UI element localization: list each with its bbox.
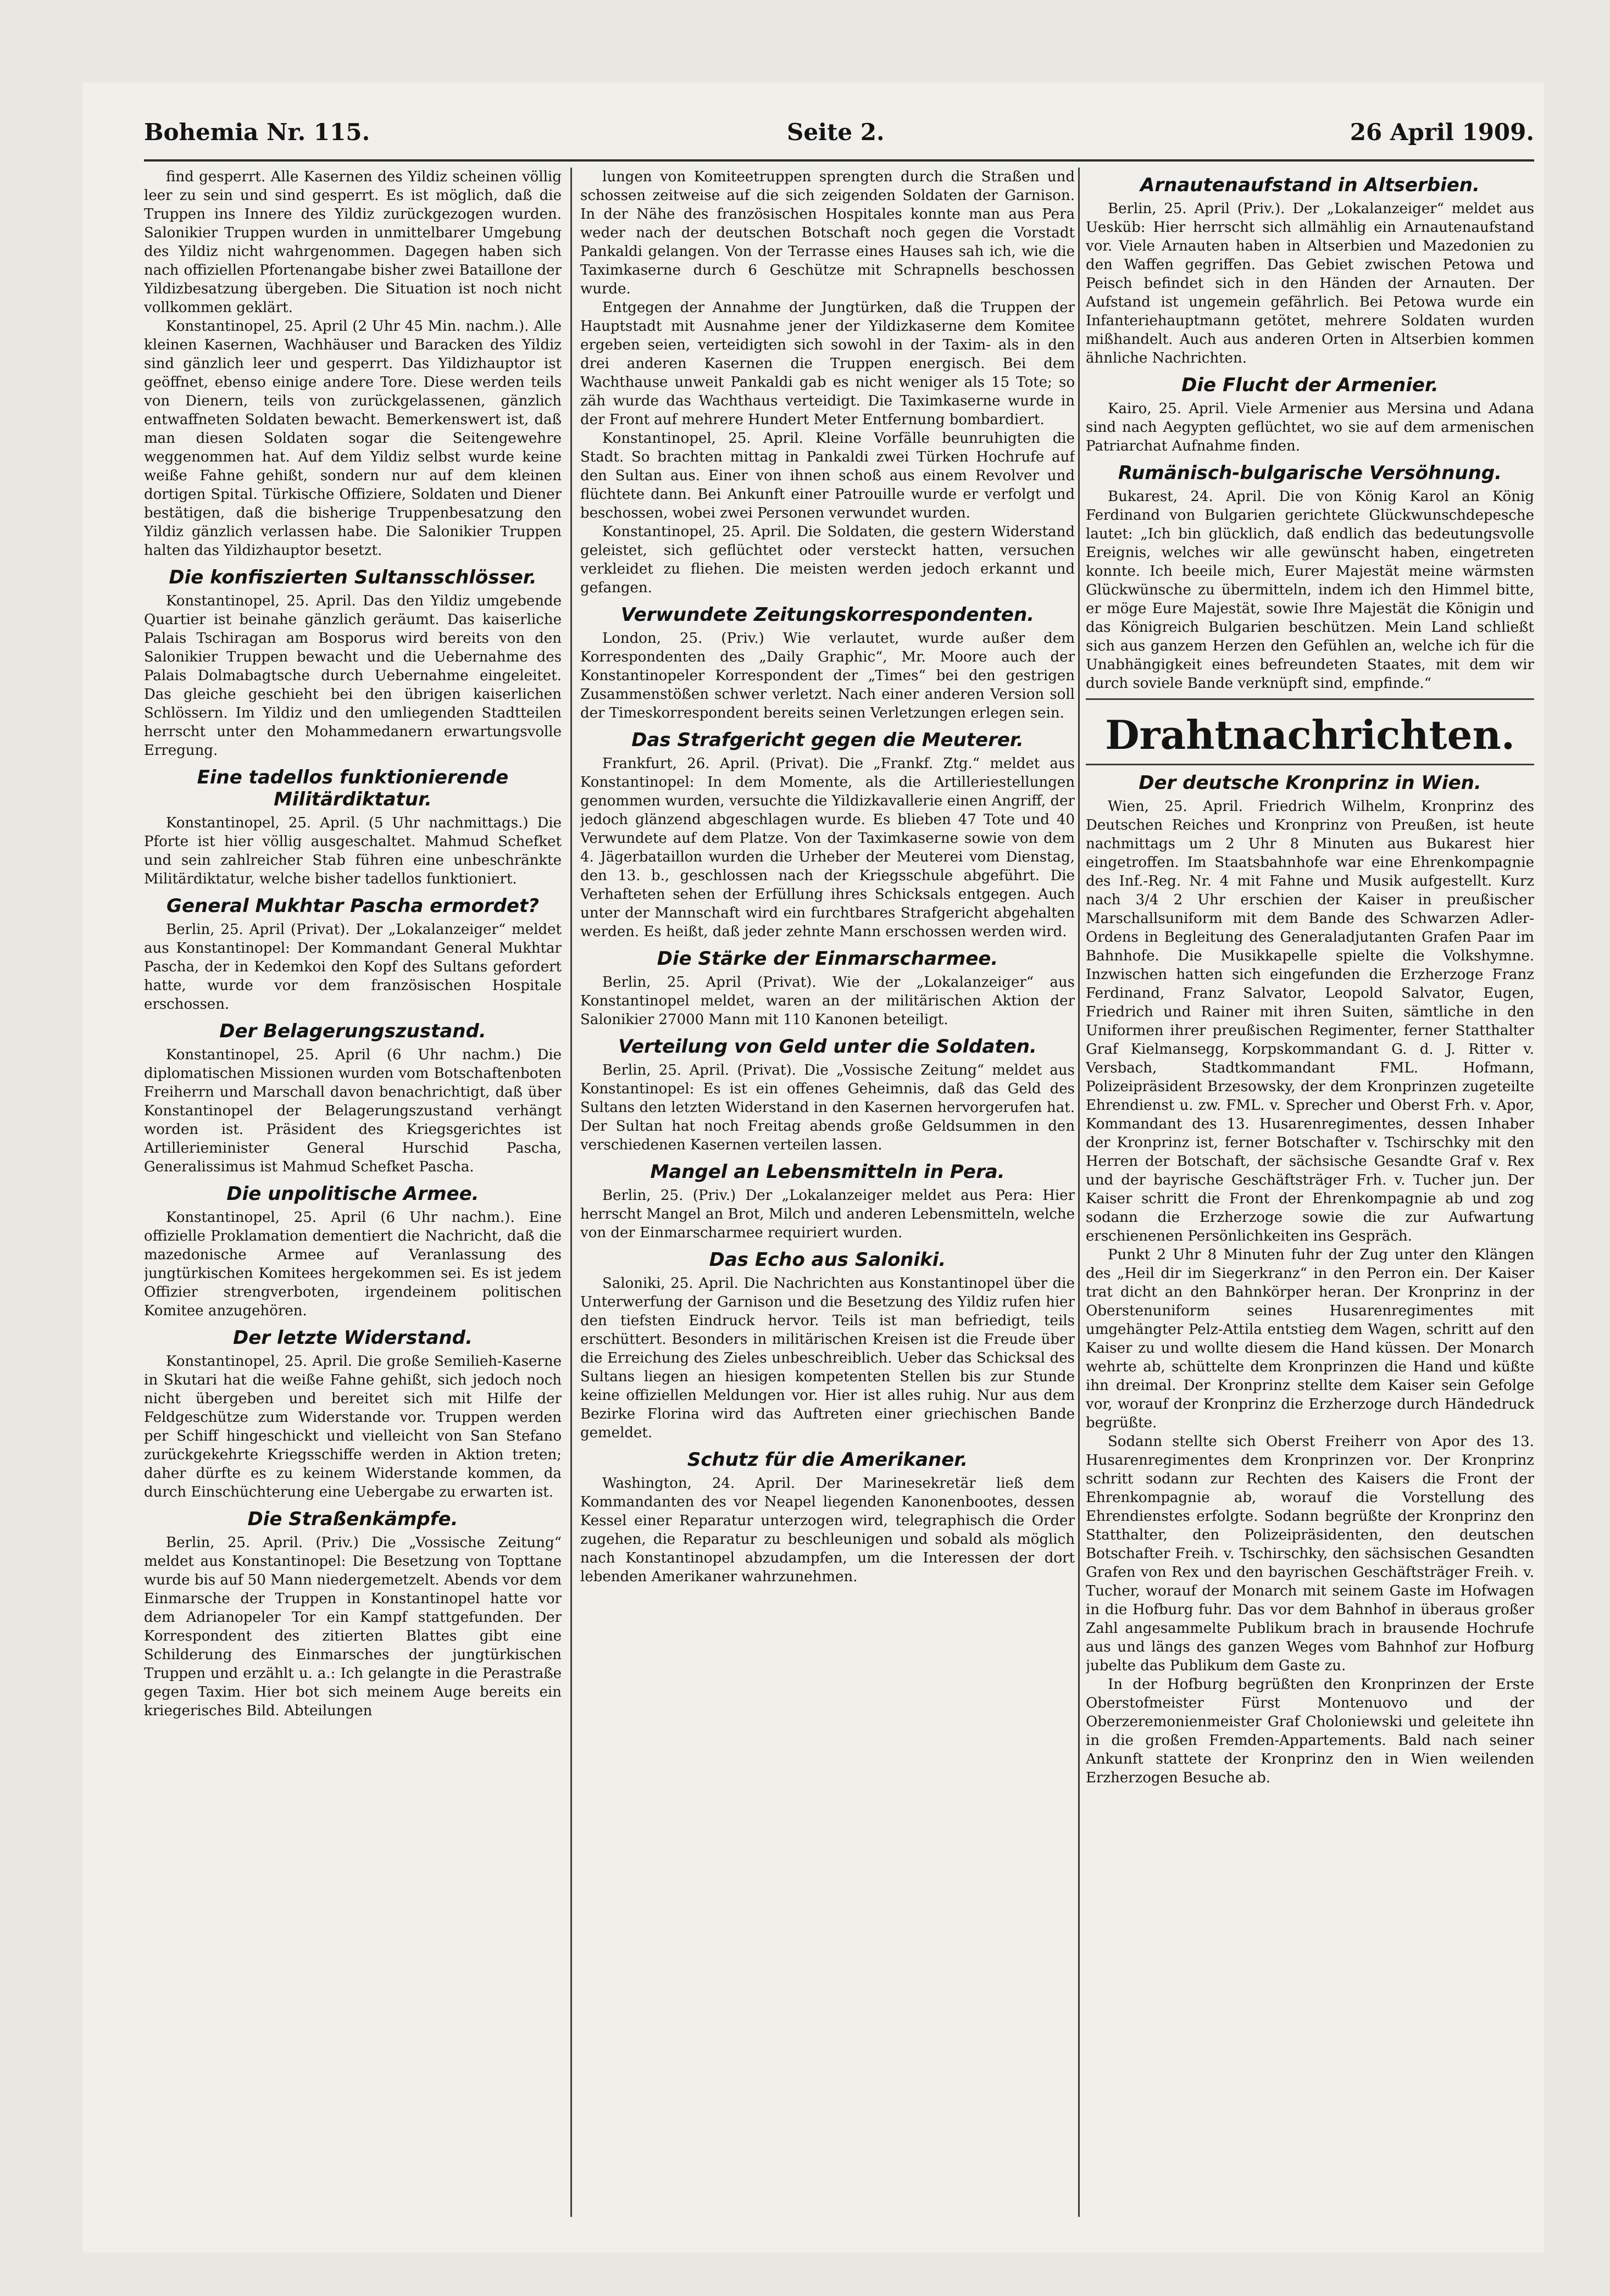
article-heading: Das Strafgericht gegen die Meuterer.	[631, 729, 1024, 751]
article-heading: Die Straßenkämpfe.	[247, 1508, 458, 1530]
page-number: Seite 2.	[787, 119, 885, 146]
article-text: Konstantinopel, 25. April. Die Soldaten, die gestern Widerstand geleistet, sich geflüchtet oder versteckt hatten, versuchen verkleidet zu fliehen. Die meisten werden jedoch erkannt und gefangen.	[580, 524, 1075, 596]
article-text: Berlin, 25. April. (Priv.) Die „Vossische Zeitung“ meldet aus Konstantinopel: Die Besetzung von Topttane wurde bis auf 50 Mann niedergemetzelt. Abends vor dem Einmarsche der Truppen in Konstantinopel hatte vor dem Adrianopeler Tor ein Kampf stattgefunden. Der Korrespondent des zitierten Blattes gibt eine Schilderung des Einmarsches der jungtürkischen Truppen und erzählt u. a.: Ich gelangte in die Perastraße gegen Taxim. Hier bot sich meinem Auge bereits ein kriegerisches Bild. Abteilungen	[144, 1535, 562, 1719]
article-text: Bukarest, 24. April. Die von König Karol an König Ferdinand von Bulgarien gerichtete Glückwunschdepesche lautet: „Ich bin glücklich, daß endlich das bedeutungsvolle Ereignis, welches wir alle gewünscht haben, eingetreten konnte. Ich beeile mich, Eurer Majestät meine wärmsten Glückwünsche zu übermitteln, indem ich den Himmel bitte, er möge Eure Majestät, sowie Ihre Majestät die Königin und das Königreich Bulgarien beschützen. Mein Land schließt sich aus ganzem Herzen den Gefühlen an, welche ich für die Unabhängigkeit eines befreundeten Staates, mit dem wir durch soviele Bande verknüpft sind, empfinde.“	[1086, 488, 1534, 692]
article-text: Konstantinopel, 25. April (6 Uhr nachm.) Die diplomatischen Missionen wurden vom Botschaftenboten Freiherrn und Marschall davon benachrichtigt, daß über Konstantinopel der Belagerungszustand verhängt worden ist. Präsident des Kriegsgerichtes ist Artillerieminister General Hurschid Pascha, Generalissimus ist Mahmud Schefket Pascha.	[144, 1047, 562, 1175]
section-rule	[1086, 764, 1534, 765]
article-text: Berlin, 25. April. (Privat). Die „Vossische Zeitung“ meldet aus Konstantinopel: Es ist ein offenes Geheimnis, daß das Geld des Sultans den letzten Widerstand in den Kasernen hervorgerufen hat. Der Sultan hat noch Freitag abends große Geldsummen in den verschiedenen Kasernen verteilen lassen.	[580, 1062, 1075, 1153]
article-text: Konstantinopel, 25. April (6 Uhr nachm.). Eine offizielle Proklamation dementiert die Nachricht, daß die mazedonische Armee auf Veranlassung des jungtürkischen Komitees hergekommen sei. Es ist jedem Offizier strengverboten, irgendeinem politischen Komitee anzugehören.	[144, 1209, 562, 1319]
column-3	[1086, 168, 1534, 2222]
article-text: Berlin, 25. April (Privat). Der „Lokalanzeiger“ meldet aus Konstantinopel: Der Kommandant General Mukhtar Pascha, der in Kedemkoi den Kopf des Sultans gefordert hatte, wurde vor dem französischen Hospitale erschossen.	[144, 921, 562, 1013]
section-rule	[1086, 698, 1534, 700]
issue-date: 26 April 1909.	[1350, 119, 1534, 146]
article-heading: Die unpolitische Armee.	[226, 1183, 479, 1205]
article-text: Punkt 2 Uhr 8 Minuten fuhr der Zug unter den Klängen des „Heil dir im Siegerkranz“ in den Perron ein. Der Kaiser trat dicht an den Bahnkörper heran. Der Kronprinz in der Oberstenuniform seines Husarenregimentes mit umgehängter Pelz-Attila entstieg dem Wagen, schritt auf den Kaiser zu und wollte diesem die Hand küssen. Der Monarch wehrte ab, schüttelte dem Kronprinzen die Hand und küßte ihn dreimal. Der Kronprinz stellte dem Kaiser sein Gefolge vor, worauf der Kronprinz die Erzherzoge durch Händedruck begrüßte.	[1086, 1247, 1534, 1431]
article-text: Berlin, 25. April (Priv.). Der „Lokalanzeiger“ meldet aus Uesküb: Hier herrscht sich allmählig ein Arnautenaufstand vor. Viele Arnauten haben in Altserbien und Mazedonien zu den Waffen gegriffen. Das Gebiet zwischen Petowa und Peisch befindet sich in den Händen der Arnauten. Der Aufstand ist ungemein gefährlich. Bei Petowa wurde ein Infanteriehauptmann getötet, mehrere Soldaten wurden mißhandelt. Auch aus anderen Orten in Altserbien kommen ähnliche Nachrichten.	[1086, 201, 1534, 366]
article-text: London, 25. (Priv.) Wie verlautet, wurde außer dem Korrespondenten des „Daily Graphic“, Mr. Moore auch der Konstantinopeler Korrespondent der „Times“ bei den gestrigen Zusammenstößen schwer verletzt. Nach einer anderen Version soll der Timeskorrespondent bereits seinen Verletzungen erlegen sein.	[580, 630, 1075, 721]
column-divider	[1078, 168, 1080, 2217]
article-heading: Verteilung von Geld unter die Soldaten.	[618, 1036, 1037, 1058]
article-heading: Die Stärke der Einmarscharmee.	[657, 948, 998, 970]
article-text: Kairo, 25. April. Viele Armenier aus Mersina und Adana sind nach Aegypten geflüchtet, wo sie auf dem armenischen Patriarchat Aufnahme finden.	[1086, 401, 1534, 454]
article-text: lungen von Komiteetruppen sprengten durch die Straßen und schossen zeitweise auf die sich zeigenden Soldaten der Garnison. In der Nähe des französischen Hospitales konnte man aus Pera weder nach der deutschen Botschaft noch gegen die Vorstadt Pankaldi gelangen. Von der Terrasse eines Hauses sah ich, wie die Taximkaserne durch 6 Geschütze mit Schrapnells beschossen wurde.	[580, 169, 1075, 297]
article-text: Wien, 25. April. Friedrich Wilhelm, Kronprinz des Deutschen Reiches und Kronprinz von Preußen, ist heute nachmittags um 2 Uhr 8 Minuten aus Bukarest hier eingetroffen. Im Staatsbahnhofe war eine Ehrenkompagnie des Inf.-Reg. Nr. 4 mit Fahne und Musik aufgestellt. Kurz nach 3/4 2 Uhr erschien der Kaiser in preußischer Marschallsuniform mit dem Bande des Schwarzen Adler-Ordens in Begleitung des Generaladjutanten Grafen Paar im Bahnhofe. Die Musikkapelle spielte die Volkshymne. Inzwischen hatten sich eingefunden die Erzherzoge Franz Ferdinand, Franz Salvator, Leopold Salvator, Eugen, Friedrich und Rainer mit ihren Suiten, sämtliche in den Uniformen ihrer preußischen Regimenter, ferner Statthalter Graf Kielmansegg, Korpskommandant G. d. J. Ritter v. Versbach, Stadtkommandant FML. Hofmann, Polizeipräsident Brzesowsky, der dem Kronprinzen zugeteilte Ehrendienst u. zw. FML. v. Sprecher und Oberst Frh. v. Apor, Kommandant des 13. Husarenregimentes, dessen Inhaber der Kronprinz ist, ferner Botschafter v. Tschirschky mit den Herren der Botschaft, der sächsische Gesandte Graf v. Rex und der bayrische Geschäftsträger Frh. v. Tucher jun. Der Kaiser schritt die Front der Ehrenkompagnie ab und zog sodann die Erzherzoge sowie die zur Aufwartung erschienenen Persönlichkeiten ins Gespräch.	[1086, 798, 1534, 1244]
article-heading: General Mukhtar Pascha ermordet?	[166, 895, 539, 917]
article-heading: Das Echo aus Saloniki.	[709, 1249, 946, 1271]
article-heading: Eine tadellos funktionierende Militärdiktatur.	[197, 766, 509, 810]
article-heading: Der Belagerungszustand.	[219, 1020, 486, 1042]
column-2	[580, 168, 1075, 2222]
masthead-rule	[144, 159, 1534, 162]
article-heading: Schutz für die Amerikaner.	[687, 1449, 968, 1471]
article-heading: Die konfiszierten Sultansschlösser.	[169, 566, 537, 588]
article-text: Konstantinopel, 25. April. (5 Uhr nachmittags.) Die Pforte ist hier völlig ausgeschaltet. Mahmud Schefket und sein zahlreicher Stab führen eine unbeschränkte Militärdiktatur, welche bisher tadellos funktioniert.	[144, 815, 562, 887]
article-text: Konstantinopel, 25. April. Das den Yildiz umgebende Quartier ist beinahe gänzlich geräumt. Das kaiserliche Palais Tschiragan am Bosporus wird bereits von den Salonikier Truppen bewacht und die Uebernahme des Palais Dolmabagtsche durch Uebernahme eingeleitet. Das gleiche geschieht bei den übrigen kaiserlichen Schlössern. Im Yildiz und den umliegenden Stadtteilen herrscht unter den Mohammedanern erwartungsvolle Erregung.	[144, 593, 562, 759]
article-text: Berlin, 25. (Priv.) Der „Lokalanzeiger meldet aus Pera: Hier herrscht Mangel an Brot, Milch und anderen Lebensmitteln, welche von der Einmarscharmee requiriert wurden.	[580, 1187, 1075, 1241]
article-heading: Mangel an Lebensmitteln in Pera.	[650, 1161, 1005, 1183]
article-text: Konstantinopel, 25. April. Kleine Vorfälle beunruhigten die Stadt. So brachten mittag in Pankaldi zwei Türken Hochrufe auf den Sultan aus. Einer von ihnen schoß aus einem Revolver und flüchtete dann. Bei Ankunft einer Patrouille wurde er verfolgt und beschossen, wobei zwei Personen verwundet wurden.	[580, 430, 1075, 521]
column-1	[144, 168, 562, 2222]
article-text: In der Hofburg begrüßten den Kronprinzen der Erste Oberstofmeister Fürst Montenuovo und der Oberzeremonienmeister Graf Choloniewski und geleitete ihn in die großen Fremden-Appartements. Bald nach seiner Ankunft stattete der Kronprinz den in Wien weilenden Erzherzogen Besuche ab.	[1086, 1676, 1534, 1786]
article-text: Sodann stellte sich Oberst Freiherr von Apor des 13. Husarenregimentes dem Kronprinzen vor. Der Kronprinz schritt sodann zur Rechten des Kaisers die Front der Ehrenkompagnie ab, worauf die Vorstellung des Ehrendienstes erfolgte. Sodann begrüßte der Kronprinz den Statthalter, den Polizeipräsidenten, den deutschen Botschafter Freih. v. Tschirschky, den sächsischen Gesandten Grafen von Rex und den bayrischen Geschäftsträger Freih. v. Tucher, worauf der Monarch mit seinem Gaste im Hofwagen in die Hofburg fuhr. Das vor dem Bahnhof in überaus großer Zahl angesammelte Publikum brach in brausende Hochrufe aus und längs des ganzen Weges vom Bahnhof zur Hofburg jubelte das Publikum dem Gaste zu.	[1086, 1433, 1534, 1674]
article-heading: Die Flucht der Armenier.	[1181, 374, 1439, 396]
article-heading: Rumänisch-bulgarische Versöhnung.	[1118, 462, 1502, 484]
column-divider	[570, 168, 572, 2217]
article-heading: Arnautenaufstand in Altserbien.	[1140, 174, 1480, 196]
section-headline: Drahtnachrichten.	[1105, 711, 1515, 758]
article-text: Washington, 24. April. Der Marinesekretär ließ dem Kommandanten des vor Neapel liegenden Kanonenbootes, dessen Kessel einer Reparatur unterzogen wird, telegraphisch die Order zugehen, die Reparatur zu beschleunigen und sobald als möglich nach Konstantinopel abzudampfen, um die Interessen der dort lebenden Amerikaner wahrzunehmen.	[580, 1475, 1075, 1585]
article-text: Frankfurt, 26. April. (Privat). Die „Frankf. Ztg.“ meldet aus Konstantinopel: In dem Momente, als die Artilleriestellungen genommen wurden, versuchte die Yildizkavallerie einen Angriff, der jedoch glänzend abgeschlagen wurde. Es blieben 47 Tote und 40 Verwundete auf dem Platze. Von der Taximkaserne sowie von dem 4. Jägerbataillon wurden die Urheber der Meuterei vom Dienstag, den 13. b., geschlossen nach der Kriegsschule abgeführt. Die Verhafteten sehen der Erfüllung ihres Schicksals entgegen. Auch unter der Mannschaft wird ein furchtbares Strafgericht abgehalten werden. Es heißt, daß jeder zehnte Mann erschossen werden wird.	[580, 755, 1075, 940]
article-text: Berlin, 25. April (Privat). Wie der „Lokalanzeiger“ aus Konstantinopel meldet, waren an der militärischen Aktion der Salonikier 27000 Mann mit 110 Kanonen beteiligt.	[580, 974, 1075, 1028]
article-text: Entgegen der Annahme der Jungtürken, daß die Truppen der Hauptstadt mit Ausnahme jener der Yildizkaserne dem Komitee ergeben seien, verteidigten sich sowohl in der Taxim- als in den drei anderen Kasernen die Truppen energisch. Bei dem Wachthause unweit Pankaldi gab es nicht weniger als 15 Tote; so zäh wurde das Wachthaus verteidigt. Die Taximkaserne wurde in der Front auf mehrere Hundert Meter Entfernung bombardiert.	[580, 299, 1075, 428]
article-heading: Verwundete Zeitungskorrespondenten.	[620, 604, 1035, 626]
article-heading: Der letzte Widerstand.	[232, 1327, 473, 1349]
article-heading: Der deutsche Kronprinz in Wien.	[1139, 772, 1481, 794]
article-text: Saloniki, 25. April. Die Nachrichten aus Konstantinopel über die Unterwerfung der Garnison und die Besetzung des Yildiz rufen hier den tiefsten Eindruck hervor. Teils ist man befriedigt, teils erschüttert. Besonders in militärischen Kreisen ist die Freude über die Erreichung des Zieles unbeschreiblich. Ueber das Schicksal des Sultans liegen an hiesigen kompetenten Stellen bis zur Stunde keine offiziellen Meldungen vor. Hier ist alles ruhig. Nur aus dem Bezirke Florina wird das Auftreten einer griechischen Bande gemeldet.	[580, 1275, 1075, 1441]
paper-issue: Bohemia Nr. 115.	[144, 119, 370, 146]
masthead	[144, 113, 1534, 157]
article-text: find gesperrt. Alle Kasernen des Yildiz scheinen völlig leer zu sein und sind gesperrt. Es ist möglich, daß die Truppen ins Innere des Yildiz zurückgezogen wurden. Salonikier Truppen wurden in unmittelbarer Umgebung des Yildiz nicht wahrgenommen. Dagegen haben sich nach offiziellen Pfortenangabe bisher zwei Bataillone der Yildizbesatzung übergeben. Die Situation ist noch nicht vollkommen geklärt.	[144, 169, 562, 316]
article-text: Konstantinopel, 25. April (2 Uhr 45 Min. nachm.). Alle kleinen Kasernen, Wachhäuser und Baracken des Yildiz sind gänzlich leer und gesperrt. Das Yildizhauptor ist geöffnet, ebenso einige andere Tore. Diese werden teils von Dienern, teils von zurückgelassenen, gänzlich entwaffneten Soldaten bewacht. Bemerkenswert ist, daß man diesen Soldaten sogar die Seitengewehre weggenommen hat. Auf dem Yildiz selbst wurde keine weiße Fahne gehißt, sondern nur auf dem kleinen dortigen Spital. Türkische Offiziere, Soldaten und Diener bestätigen, daß die bisherige Truppenbesatzung den Yildiz gänzlich verlassen habe. Die Salonikier Truppen halten das Yildizhauptor besetzt.	[144, 318, 562, 559]
article-text: Konstantinopel, 25. April. Die große Semilieh-Kaserne in Skutari hat die weiße Fahne gehißt, sich jedoch noch nicht übergeben und bereitet sich mit Hilfe der Feldgeschütze zum Widerstande vor. Truppen werden per Schiff hingeschickt und vielleicht von San Stefano zurückgekehrte Kriegsschiffe werden in Aktion treten; daher dürfte es zu keinem Widerstande kommen, da durch Einschüchterung eine Uebergabe zu erwarten ist.	[144, 1353, 562, 1500]
